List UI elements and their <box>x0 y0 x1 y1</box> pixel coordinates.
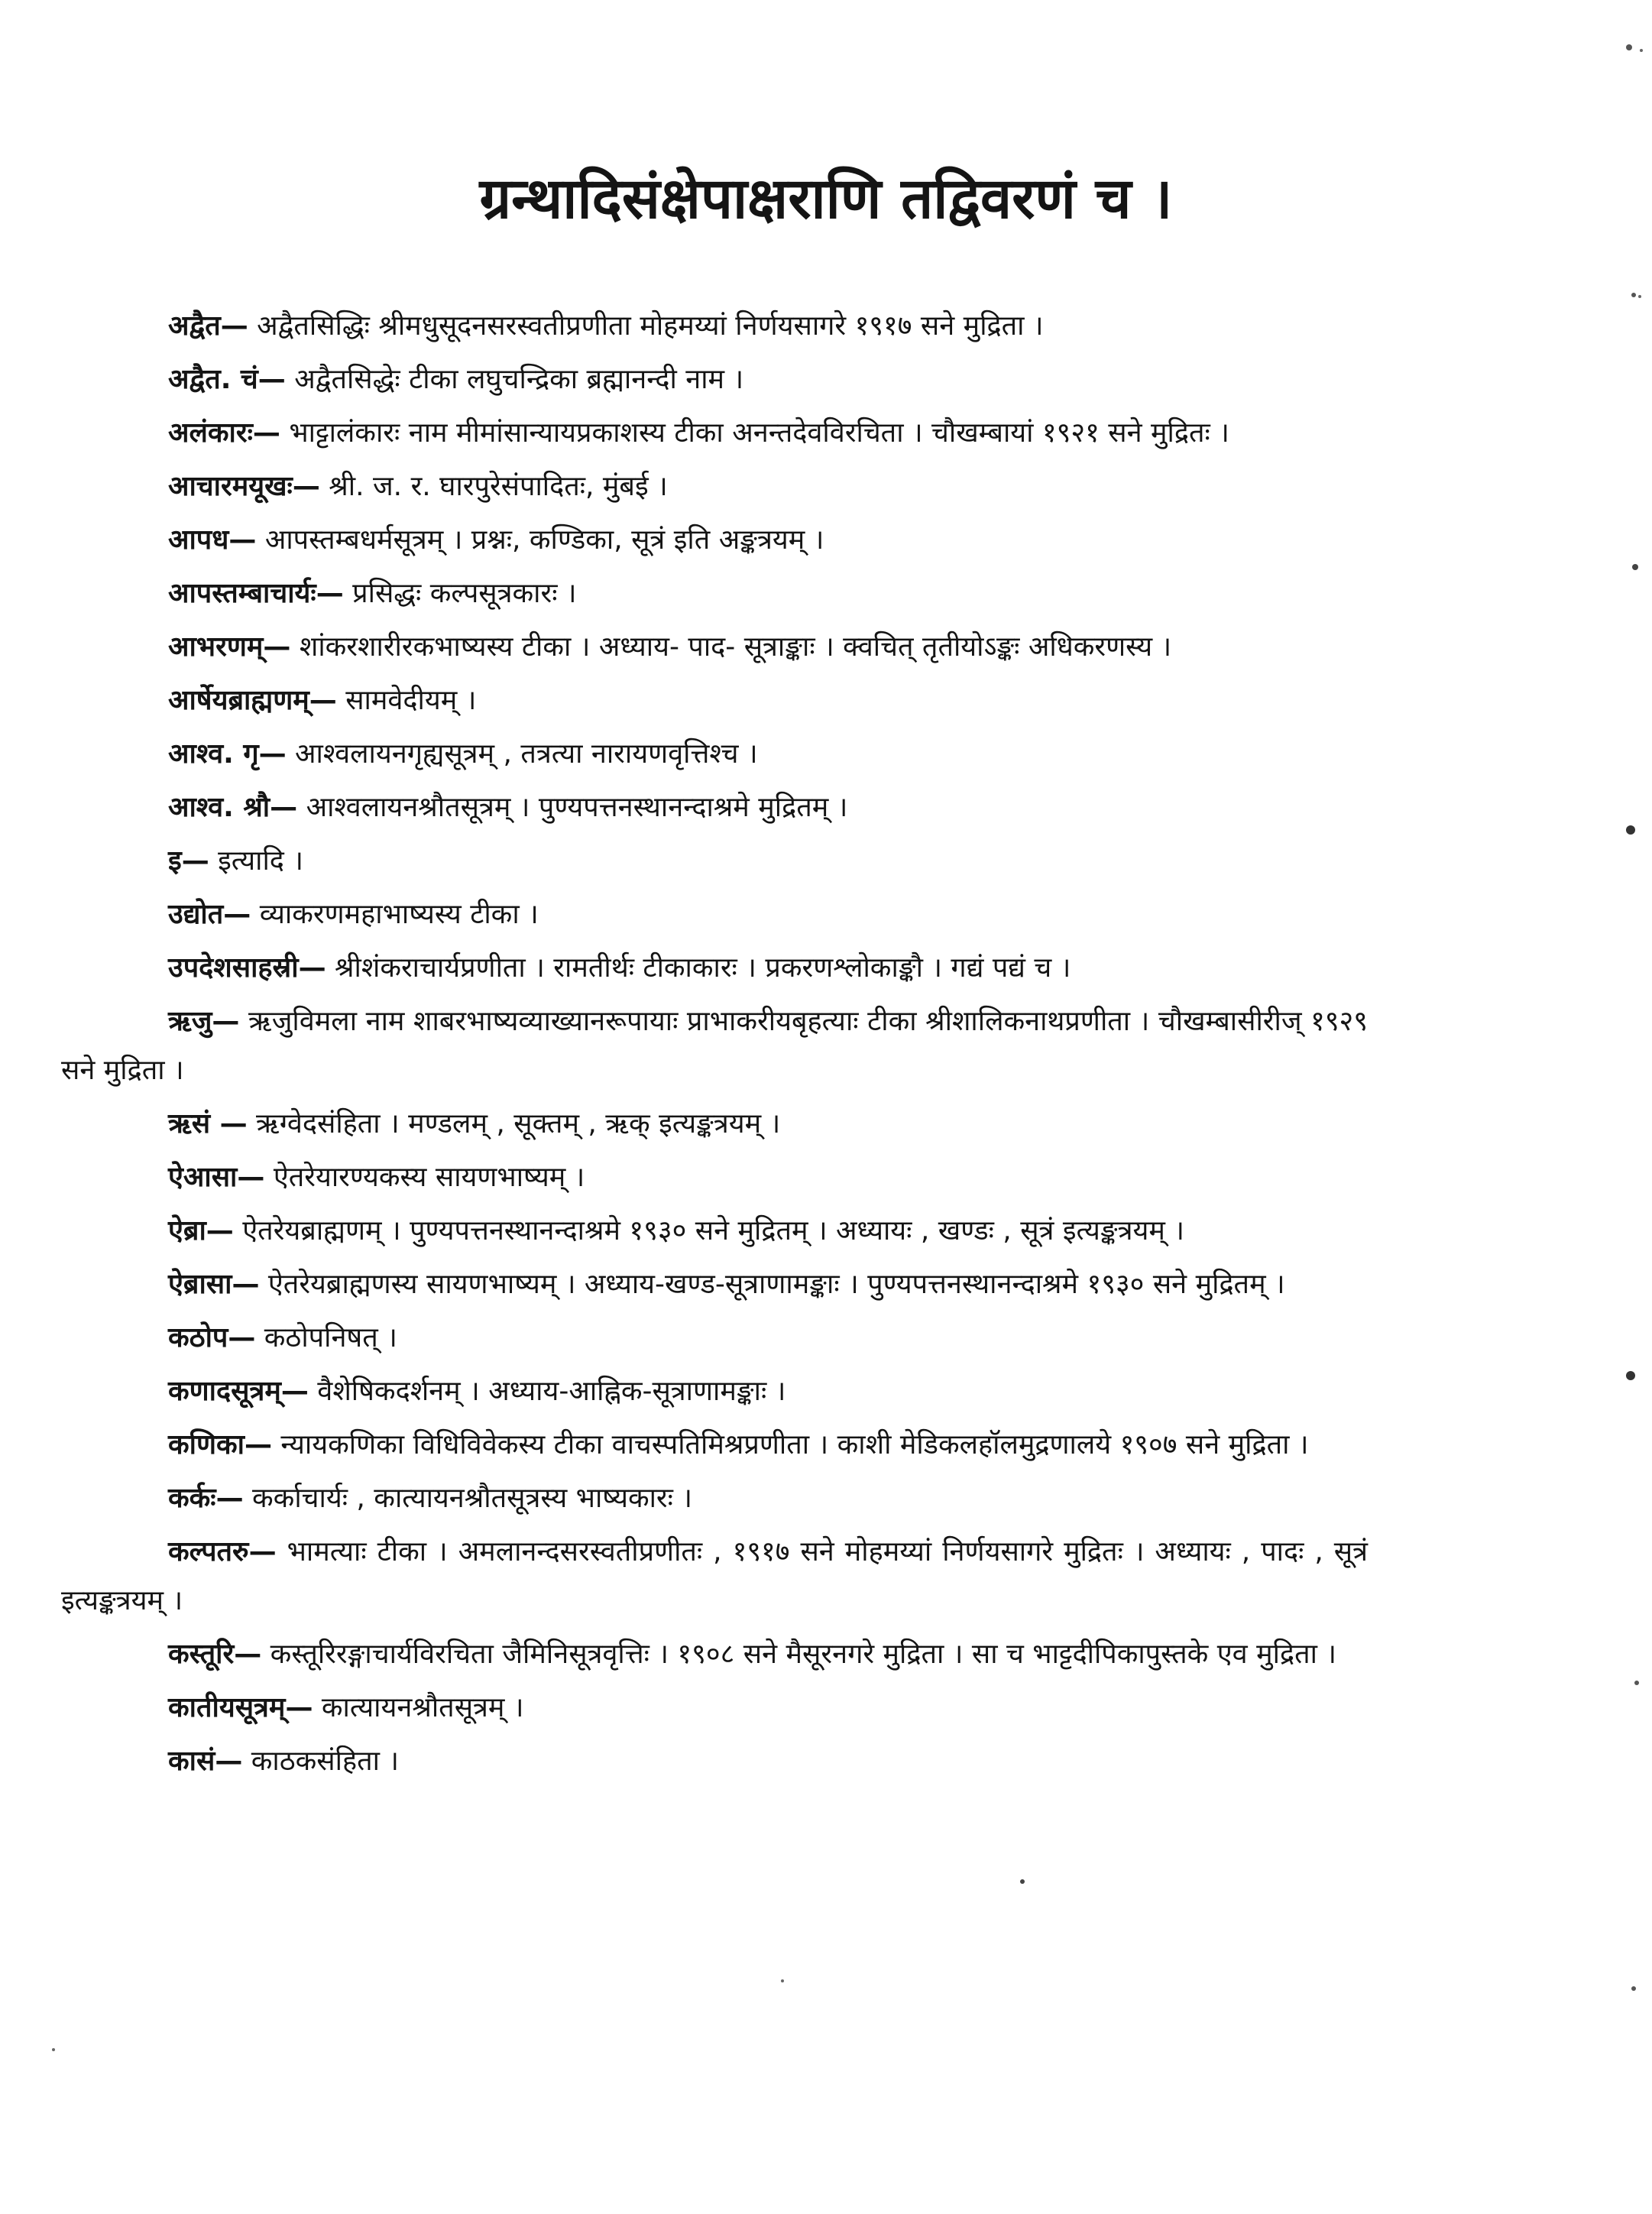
speckle <box>1640 49 1643 52</box>
entry-dash: — <box>298 952 326 984</box>
entry-dash: — <box>212 1006 240 1037</box>
entry-head: अलंकारः <box>168 417 253 449</box>
speckle <box>1631 1986 1636 1991</box>
entry-dash: — <box>223 899 251 930</box>
entry-riju <box>61 997 1368 1095</box>
entry-dash: — <box>270 792 298 823</box>
entry-kasam <box>61 1737 1368 1786</box>
entry-aibra <box>61 1207 1368 1256</box>
entry-text: कात्यायनश्रौतसूत्रम् । <box>313 1692 524 1723</box>
entry-dash: — <box>280 1376 309 1407</box>
entry-dash: — <box>263 631 291 663</box>
entry-text: सामवेदीयम् । <box>336 685 477 716</box>
entry-text: ऐतरेयारण्यकस्य सायणभाष्यम् । <box>264 1162 585 1193</box>
entry-dash: — <box>248 1536 277 1567</box>
entry-text: इत्यादि । <box>209 845 303 877</box>
abbreviation-list <box>61 302 1368 1791</box>
entry-katiyasutram <box>61 1684 1368 1733</box>
entry-text: आपस्तम्बधर्मसूत्रम् । प्रश्नः, कण्डिका, सूत्रं इति अङ्कत्रयम् । <box>256 524 824 556</box>
entry-head: ऐब्रासा <box>168 1269 232 1300</box>
entry-apadha <box>61 516 1368 565</box>
entry-text: आश्वलायनगृह्यसूत्रम् , तत्रत्या नारायणवृत्तिश्च । <box>286 738 758 770</box>
entry-dash: — <box>228 524 257 556</box>
entry-text: कर्काचार्यः , कात्यायनश्रौतसूत्रस्य भाष्यकारः । <box>243 1483 692 1514</box>
entry-ashva-shrau <box>61 783 1368 832</box>
entry-kasturi <box>61 1630 1368 1679</box>
entry-apastambacharya <box>61 569 1368 618</box>
entry-head: अद्वैत <box>168 310 221 342</box>
entry-dash: — <box>258 364 286 395</box>
entry-dash: — <box>206 1215 234 1246</box>
entry-head: उपदेशसाहस्री <box>168 952 299 984</box>
speckle <box>781 1979 784 1982</box>
entry-karka <box>61 1474 1368 1523</box>
speckle <box>1626 44 1632 50</box>
entry-dash: — <box>237 1162 265 1193</box>
entry-alankara <box>61 409 1368 458</box>
entry-text: भामत्याः टीका । अमलानन्दसरस्वतीप्रणीतः , १९१७ सने मोहमय्यां निर्णयसागरे मुद्रितः । अध्यायः , पादः , सूत्रं इत्यङ्कत्रयम् । <box>61 1536 1368 1616</box>
entry-dash: — <box>309 685 337 716</box>
entry-dash: — <box>258 738 287 770</box>
entry-head: कणिका <box>168 1429 245 1460</box>
entry-head: कठोप <box>168 1322 228 1353</box>
entry-head: आभरणम् <box>168 631 264 663</box>
page-title: ग्रन्थादिसंक्षेपाक्षराणि तद्विवरणं च । <box>479 166 1173 232</box>
speckle <box>1638 295 1641 298</box>
entry-head: उद्योत <box>168 899 224 930</box>
entry-head: कातीयसूत्रम् <box>168 1692 286 1723</box>
entry-kanadasutram <box>61 1367 1368 1416</box>
entry-text: वैशेषिकदर्शनम् । अध्याय-आह्निक-सूत्राणामङ्काः । <box>308 1376 786 1407</box>
entry-dash: — <box>210 1108 248 1139</box>
entry-head: आश्व. श्रौ <box>168 792 270 823</box>
entry-risam <box>61 1100 1368 1149</box>
entry-text: आश्वलायनश्रौतसूत्रम् । पुण्यपत्तनस्थानन्दाश्रमे मुद्रितम् । <box>297 792 848 823</box>
entry-dash: — <box>215 1746 243 1777</box>
speckle <box>1020 1879 1025 1884</box>
entry-text: ऋजुविमला नाम शाबरभाष्यव्याख्यानरूपायाः प्राभाकरीयबृहत्याः टीका श्रीशालिकनाथप्रणीता । चौखम्बासीरीज् १९२९ सने मुद्रिता । <box>61 1006 1368 1086</box>
entry-text: ऋग्वेदसंहिता । मण्डलम् , सूक्तम् , ऋक् इत्यङ्कत्रयम् । <box>247 1108 781 1139</box>
entry-text: श्रीशंकराचार्यप्रणीता । रामतीर्थः टीकाकारः । प्रकरणश्लोकाङ्कौ । गद्यं पद्यं च । <box>326 952 1071 984</box>
entry-text: काठकसंहिता । <box>242 1746 399 1777</box>
entry-text: ऐतरेयब्राह्मणस्य सायणभाष्यम् । अध्याय-खण्ड-सूत्राणामङ्काः । पुण्यपत्तनस्थानन्दाश्रमे १९३० सने मुद्रितम् । <box>259 1269 1285 1300</box>
entry-dash: — <box>234 1639 262 1670</box>
entry-head: कर्कः <box>168 1483 216 1514</box>
speckle <box>1626 1371 1635 1380</box>
entry-text: श्री. ज. र. घारपुरेसंपादितः, मुंबई । <box>319 471 668 502</box>
entry-dash: — <box>215 1483 244 1514</box>
entry-ashva-gr <box>61 730 1368 779</box>
speckle <box>1626 825 1635 835</box>
entry-text: कस्तूरिरङ्गाचार्यविरचिता जैमिनिसूत्रवृत्तिः । १९०८ सने मैसूरनगरे मुद्रिता । सा च भाट्टदीपिकापुस्तके एव मुद्रिता । <box>261 1639 1337 1670</box>
entry-dash: — <box>292 471 320 502</box>
entry-text: न्यायकणिका विधिविवेकस्य टीका वाचस्पतिमिश्रप्रणीता । काशी मेडिकलहॉलमुद्रणालये १९०७ सने मुद्रिता । <box>271 1429 1309 1460</box>
speckle <box>1634 1681 1639 1685</box>
entry-head: अद्वैत. चं <box>168 364 258 395</box>
entry-head: आचारमयूखः <box>168 471 293 502</box>
speckle <box>52 2048 55 2051</box>
entry-text: अद्वैतसिद्धेः टीका लघुचन्द्रिका ब्रह्मानन्दी नाम । <box>285 364 744 395</box>
entry-text: अद्वैतसिद्धिः श्रीमधुसूदनसरस्वतीप्रणीता मोहमय्यां निर्णयसागरे १९१७ सने मुद्रिता । <box>248 310 1044 342</box>
entry-head: कस्तूरि <box>168 1639 235 1670</box>
entry-text: भाट्टालंकारः नाम मीमांसान्यायप्रकाशस्य टीका अनन्तदेवविरचिता । चौखम्बायां १९२१ सने मुद्रितः । <box>280 417 1229 449</box>
entry-head: ऋजु <box>168 1006 212 1037</box>
entry-uddyota <box>61 890 1368 939</box>
entry-dash: — <box>181 845 209 877</box>
entry-head: आपध <box>168 524 229 556</box>
entry-text: शांकरशारीरकभाष्यस्य टीका । अध्याय- पाद- सूत्राङ्काः । क्वचित् तृतीयोऽङ्कः अधिकरणस्य । <box>290 631 1172 663</box>
speckle <box>1632 564 1638 570</box>
entry-advaita <box>61 302 1368 351</box>
entry-head: ऐब्रा <box>168 1215 206 1246</box>
entry-head: कणादसूत्रम् <box>168 1376 281 1407</box>
entry-head: ऋसं <box>168 1108 211 1139</box>
entry-abharanam <box>61 623 1368 672</box>
entry-text: व्याकरणमहाभाष्यस्य टीका । <box>251 899 539 930</box>
entry-head: आश्व. गृ <box>168 738 259 770</box>
entry-kalpataru <box>61 1528 1368 1626</box>
entry-dash: — <box>252 417 280 449</box>
entry-acharamayukha <box>61 462 1368 511</box>
entry-text: प्रसिद्धः कल्पसूत्रकारः । <box>343 578 577 609</box>
entry-i <box>61 837 1368 886</box>
entry-dash: — <box>316 578 344 609</box>
entry-kathopa <box>61 1314 1368 1363</box>
entry-dash: — <box>228 1322 256 1353</box>
entry-head: ऐआसा <box>168 1162 238 1193</box>
entry-dash: — <box>244 1429 272 1460</box>
entry-dash: — <box>232 1269 260 1300</box>
entry-head: इ <box>168 845 182 877</box>
entry-aibrasa <box>61 1260 1368 1309</box>
entry-head: आर्षेयब्राह्मणम् <box>168 685 309 716</box>
entry-head: कल्पतरु <box>168 1536 249 1567</box>
entry-dash: — <box>220 310 248 342</box>
entry-head: आपस्तम्बाचार्यः <box>168 578 316 609</box>
entry-arsheyabrahmanam <box>61 676 1368 725</box>
entry-aiasa <box>61 1153 1368 1202</box>
entry-text: कठोपनिषत् । <box>255 1322 397 1353</box>
entry-kanika <box>61 1421 1368 1470</box>
entry-text: ऐतरेयब्राह्मणम् । पुण्यपत्तनस्थानन्दाश्रमे १९३० सने मुद्रितम् । अध्यायः , खण्डः , सूत्रं इत्यङ्कत्रयम् । <box>233 1215 1184 1246</box>
speckle <box>1631 293 1636 297</box>
entry-head: कासं <box>168 1746 215 1777</box>
entry-upadeshasahasri <box>61 944 1368 993</box>
entry-advaita-chan <box>61 355 1368 404</box>
entry-dash: — <box>285 1692 313 1723</box>
